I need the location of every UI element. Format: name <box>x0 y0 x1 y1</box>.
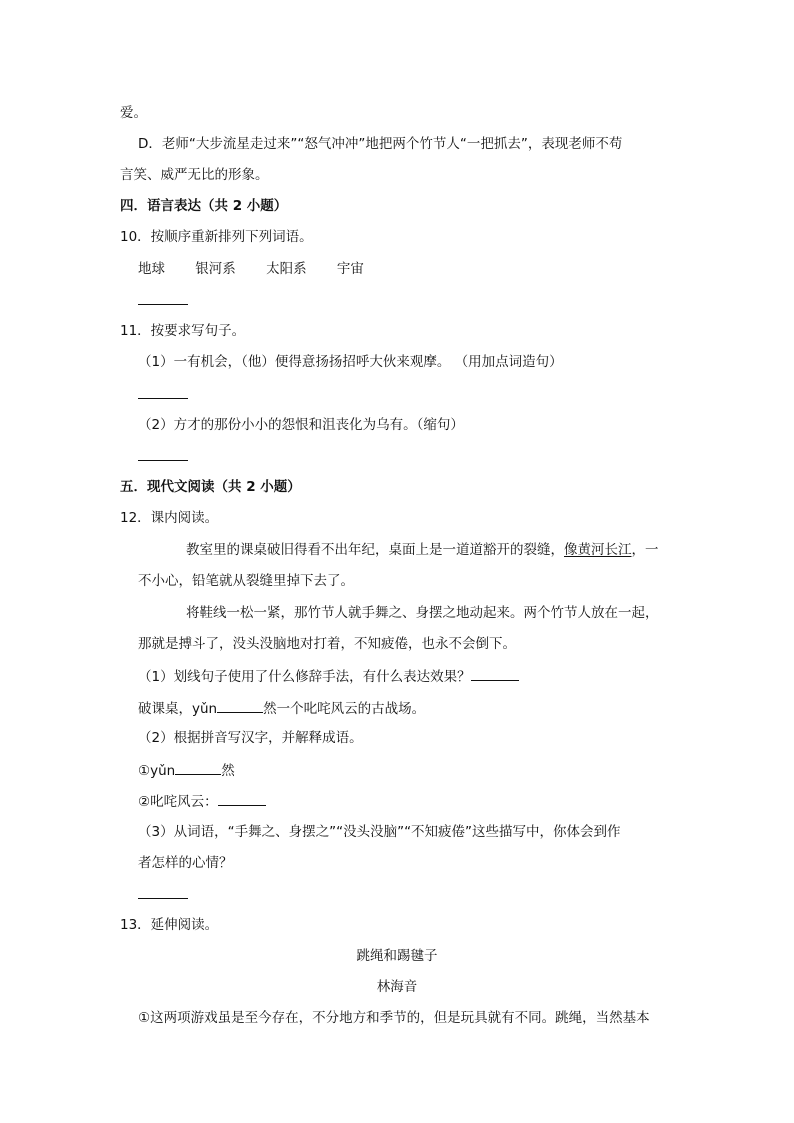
fill-text: 破课桌，yǔn <box>138 701 218 717</box>
answer-blank <box>138 898 188 899</box>
passage-text: ，一 <box>631 542 659 558</box>
answer-blank <box>138 304 188 305</box>
answer-blank <box>138 398 188 399</box>
fill-line <box>138 698 425 718</box>
question-12-3: （3）从词语，“手舞之、身摆之”“没头没脑”“不知疲倦”这些描写中，你体会到作 <box>138 824 621 840</box>
section-heading: 五．现代文阅读（共 2 小题） <box>120 479 301 495</box>
answer-blank <box>175 760 221 775</box>
passage-line <box>186 541 659 559</box>
question-12: 12．课内阅读。 <box>120 510 219 526</box>
article-title: 跳绳和踢毽子 <box>356 948 438 964</box>
question-12-3: 者怎样的心情？ <box>138 855 233 871</box>
word-item: 太阳系 <box>266 261 307 277</box>
article-author: 林海音 <box>376 979 418 995</box>
passage-line: 那就是搏斗了，没头没脑地对打着，不知疲倦，也永不会倒下。 <box>138 636 516 652</box>
text-line: 爱。 <box>120 105 147 121</box>
question-10: 10．按顺序重新排列下列词语。 <box>120 229 313 245</box>
passage-line: 不小心，铅笔就从裂缝里掉下去了。 <box>138 573 354 589</box>
fill-text: 然 <box>221 763 235 779</box>
passage-line: 将鞋线一松一紧，那竹节人就手舞之、身摆之地动起来。两个竹节人放在一起， <box>186 605 659 621</box>
fill-text: ①yǔn <box>138 763 176 779</box>
fill-line <box>138 791 266 811</box>
answer-blank <box>218 791 266 806</box>
fill-text: 然一个叱咤风云的古战场。 <box>263 701 426 717</box>
question-11-1: （1）一有机会，（他）便得意扬扬招呼大伙来观摩。 （用加点词造句） <box>138 354 563 370</box>
word-item: 地球 <box>138 261 165 277</box>
answer-blank <box>217 698 263 713</box>
question-12-2: （2）根据拼音写汉字，并解释成语。 <box>138 730 363 746</box>
question-text: （1）划线句子使用了什么修辞手法，有什么表达效果？ <box>138 669 471 685</box>
question-13: 13．延伸阅读。 <box>120 917 219 933</box>
fill-text: ②叱咤风云： <box>138 794 218 810</box>
question-11: 11．按要求写句子。 <box>120 323 246 339</box>
passage-line: ①这两项游戏虽是至今存在，不分地方和季节的，但是玩具就有不同。跳绳，当然基本 <box>138 1010 650 1026</box>
section-heading: 四．语言表达（共 2 小题） <box>120 198 288 214</box>
question-11-2: （2）方才的那份小小的怨恨和沮丧化为乌有。（缩句） <box>138 417 464 433</box>
word-item: 银河系 <box>195 261 236 277</box>
text-line: D．老师“大步流星走过来”“怒气冲冲”地把两个竹节人“一把抓去”，表现老师不苟 <box>138 136 623 152</box>
text-line: 言笑、威严无比的形象。 <box>120 167 269 183</box>
underlined-phrase: 像黄河长江 <box>564 542 632 558</box>
answer-blank <box>471 666 519 681</box>
question-12-1 <box>138 666 519 686</box>
passage-text: 教室里的课桌破旧得看不出年纪，桌面上是一道道豁开的裂缝， <box>186 542 564 558</box>
word-list <box>138 260 390 278</box>
fill-line <box>138 760 235 780</box>
answer-blank <box>138 460 188 461</box>
word-item: 宇宙 <box>336 261 364 277</box>
